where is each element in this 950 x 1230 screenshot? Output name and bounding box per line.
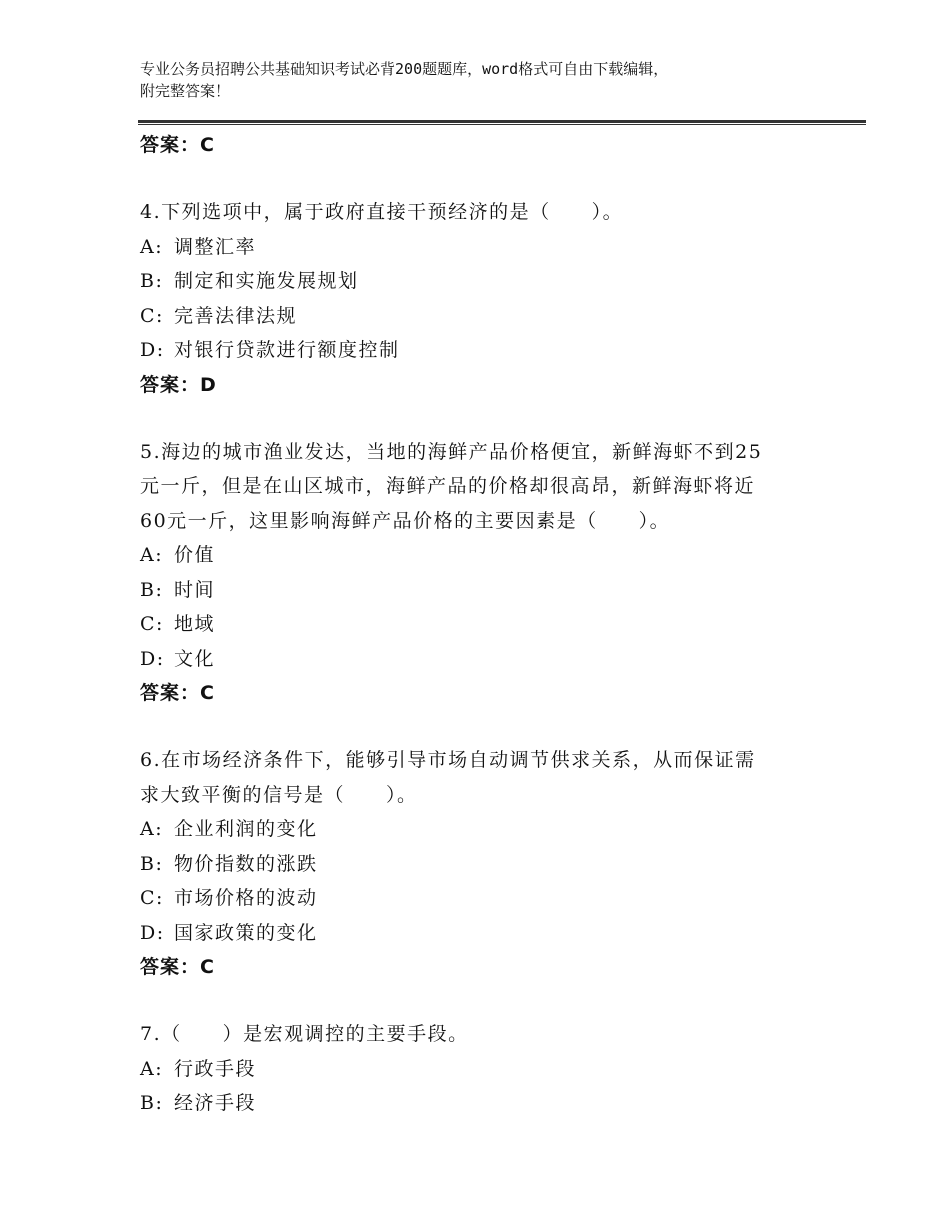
option-text: 市场价格的波动 [174,887,318,909]
option-text: 价值 [174,544,216,566]
option-label: C: [140,304,164,327]
option-label: A: [140,235,164,258]
question-text-line: 60元一斤，这里影响海鲜产品价格的主要因素是（ ）。 [140,509,671,532]
answer-line: 答案：C [140,134,215,156]
question-5 [140,435,830,711]
option-a [140,230,830,265]
question-text [140,743,800,812]
answer-line: 答案：C [140,956,215,978]
option-d [140,642,830,677]
option-text: 经济手段 [174,1092,257,1114]
option-text: 时间 [174,578,216,601]
option-c [140,881,830,916]
header-line-2: 附完整答案！ [140,82,231,100]
question-4 [140,195,830,402]
header-divider [138,120,866,125]
option-label: A: [140,818,164,840]
question-text [140,435,800,539]
option-label: D: [140,339,165,361]
option-label: D: [140,647,165,670]
option-text: 制定和实施发展规划 [174,270,359,292]
option-text: 完善法律法规 [174,304,298,327]
option-c [140,299,830,334]
option-label: B: [140,270,164,292]
question-text-line: 6.在市场经济条件下，能够引导市场自动调节供求关系，从而保证需 [140,749,756,771]
question-6 [140,743,830,984]
question-text-line: 7.（ ）是宏观调控的主要手段。 [140,1023,469,1045]
option-text: 文化 [174,647,216,670]
option-label: B: [140,1092,164,1114]
option-a [140,1052,830,1087]
question-text [140,1017,800,1052]
option-text: 企业利润的变化 [174,818,318,840]
option-d [140,916,830,951]
option-label: B: [140,852,164,875]
option-label: C: [140,613,164,635]
option-label: B: [140,578,164,601]
question-text-line: 求大致平衡的信号是（ ）。 [140,783,418,806]
option-b [140,573,830,608]
option-text: 地域 [174,613,216,635]
option-a [140,812,830,847]
header-line-1: 专业公务员招聘公共基础知识考试必背200题题库，word格式可自由下载编辑， [140,60,669,78]
page-header [140,58,820,102]
option-text: 物价指数的涨跌 [174,852,318,875]
option-d [140,333,830,368]
answer-line: 答案：D [140,373,217,396]
option-label: A: [140,1057,164,1080]
option-label: A: [140,544,164,566]
option-text: 国家政策的变化 [174,921,318,944]
option-label: D: [140,921,165,944]
option-text: 对银行贷款进行额度控制 [174,339,400,361]
option-a [140,538,830,573]
option-c [140,607,830,642]
question-text [140,195,800,230]
question-text-line: 4.下列选项中，属于政府直接干预经济的是（ ）。 [140,201,624,223]
option-text: 调整汇率 [174,235,257,258]
option-b [140,1086,830,1121]
option-text: 行政手段 [174,1057,257,1080]
answer-line: 答案：C [140,682,215,704]
question-text-line: 5.海边的城市渔业发达，当地的海鲜产品价格便宜，新鲜海虾不到25 [140,440,763,463]
option-b [140,264,830,299]
question-list [140,128,830,1121]
question-text-line: 元一斤，但是在山区城市，海鲜产品的价格却很高昂，新鲜海虾将近 [140,475,756,497]
option-label: C: [140,887,164,909]
option-b [140,847,830,882]
question-7 [140,1017,830,1121]
